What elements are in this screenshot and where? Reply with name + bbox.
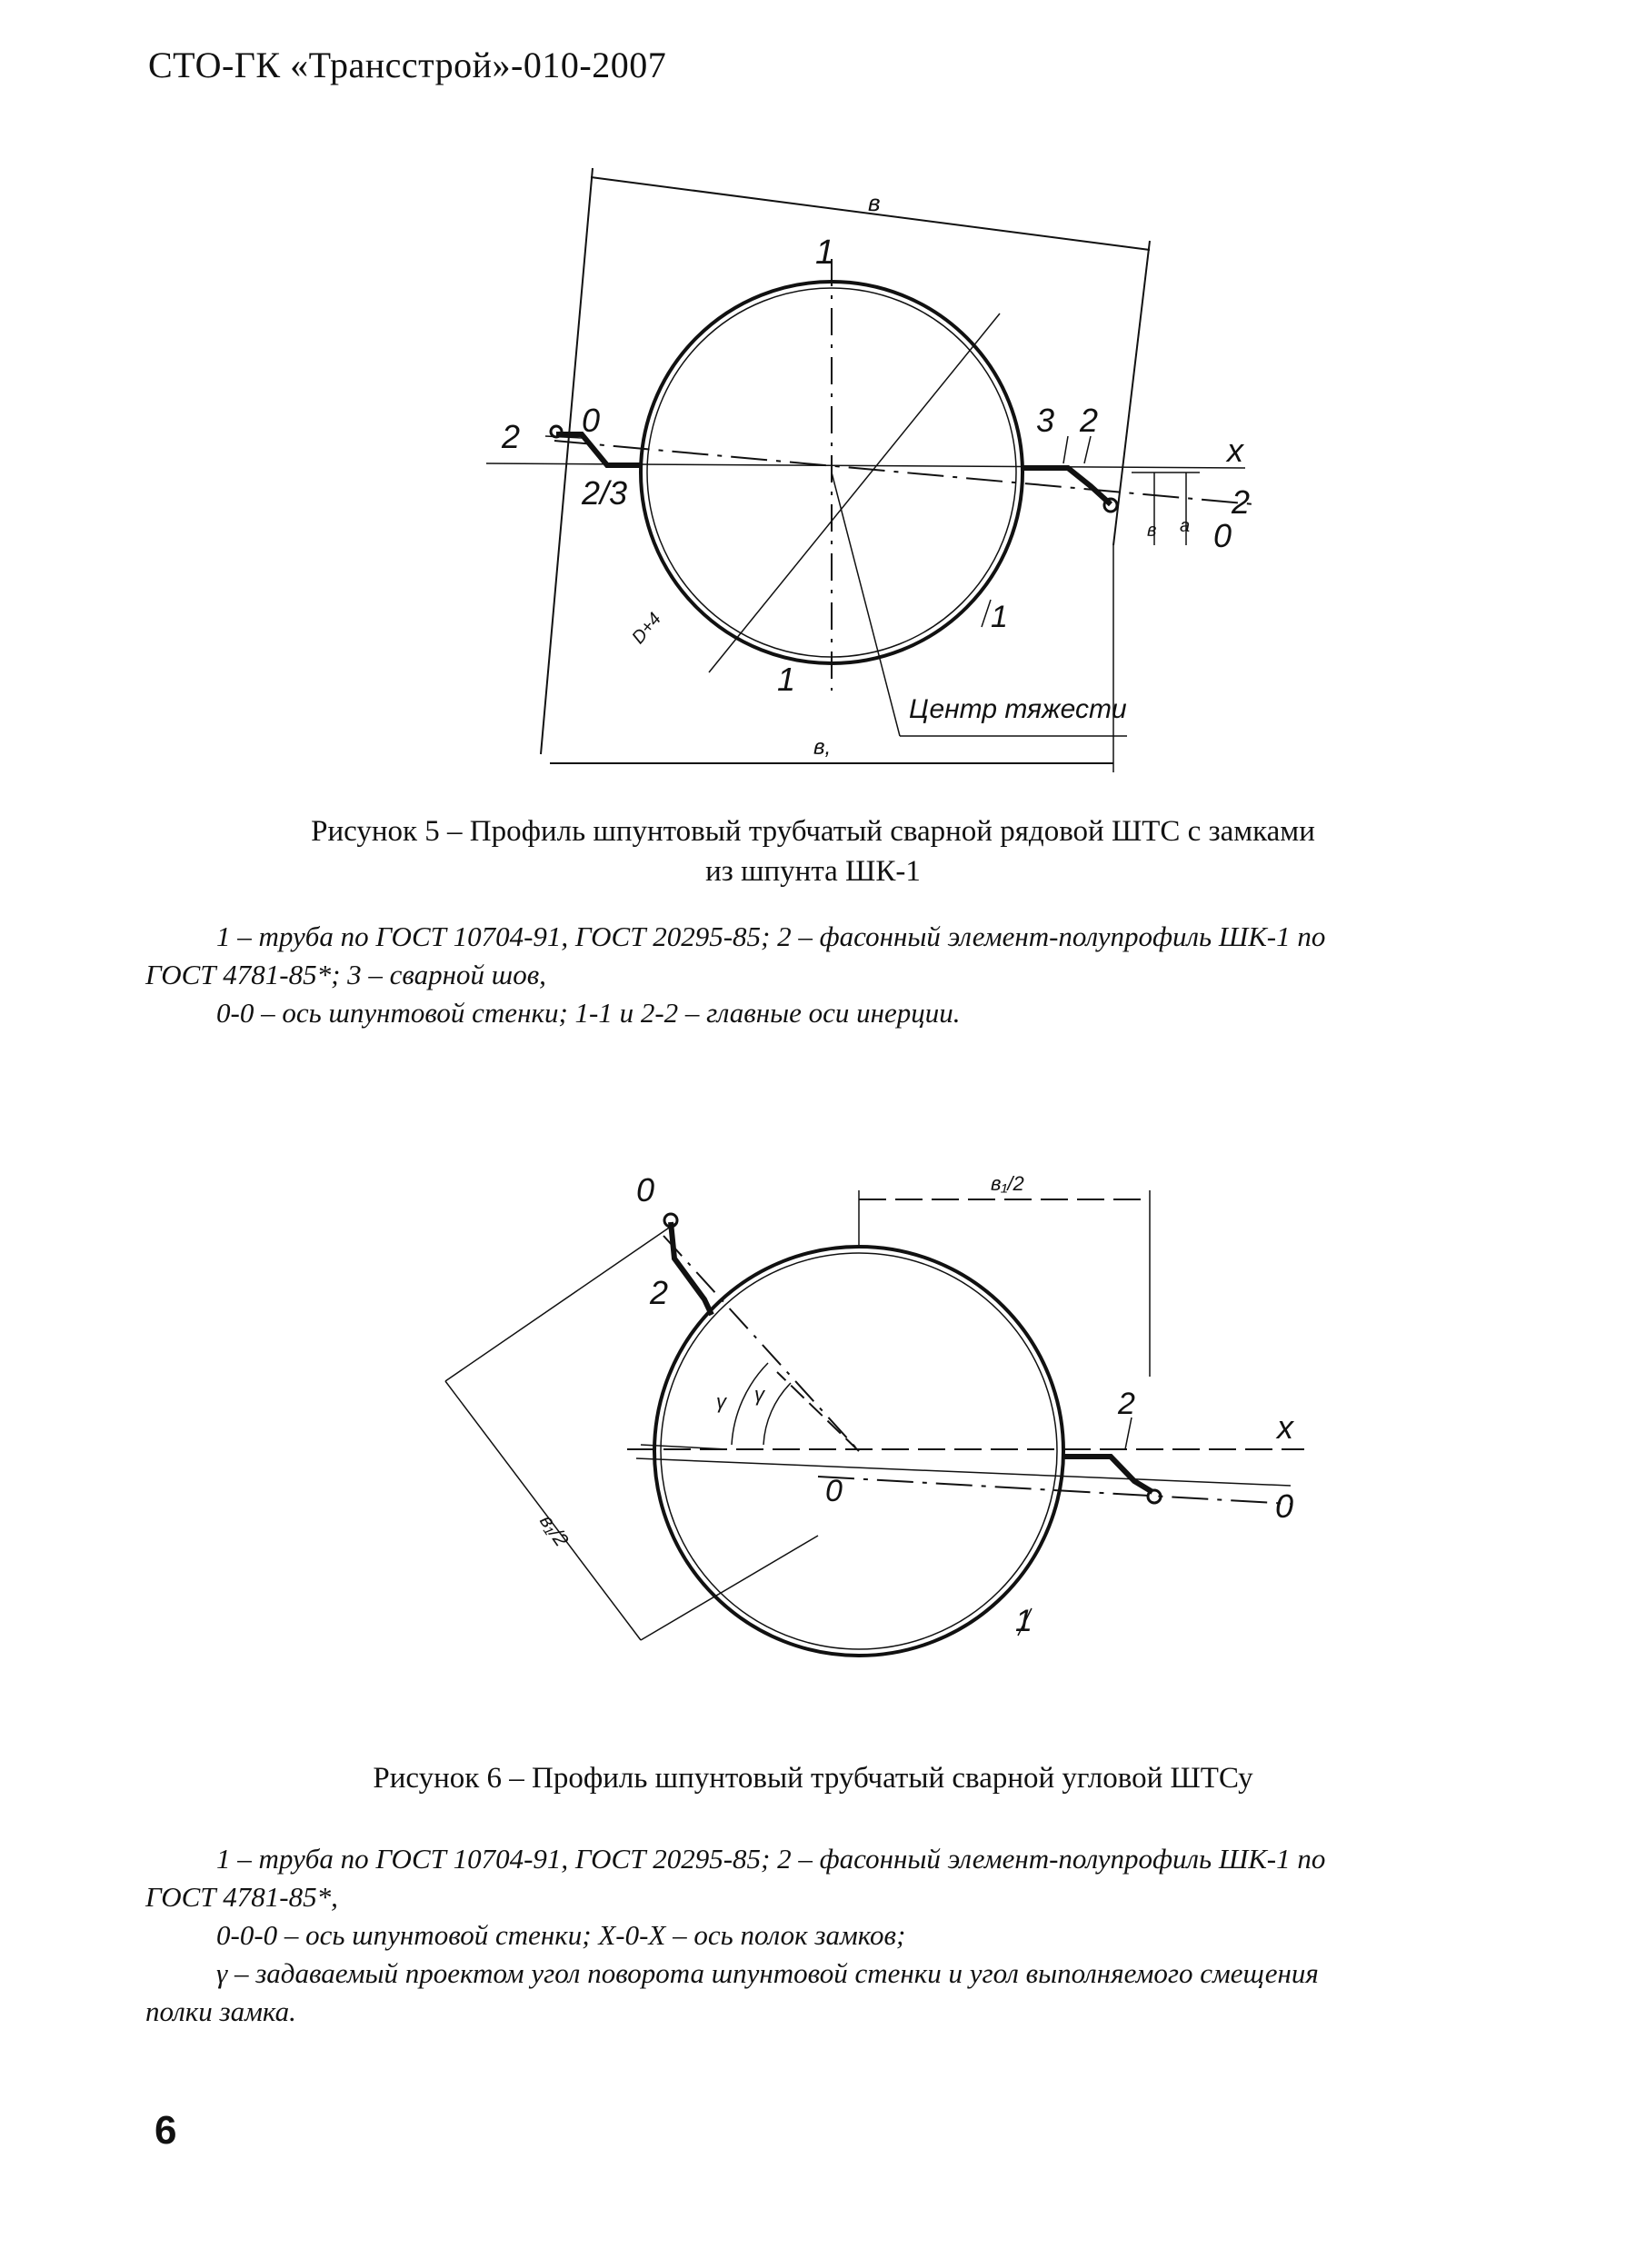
fig5-label-right-3: 3	[1036, 402, 1055, 439]
fig5-label-top-dim: в	[868, 189, 881, 216]
figure-6-legend-line2: ГОСТ 4781-85*,	[145, 1881, 338, 1913]
page-number: 6	[155, 2108, 177, 2153]
fig6-label-axis0-right: 0	[1275, 1487, 1294, 1525]
fig5-label-bottom-dim: в,	[813, 735, 832, 760]
fig5-label-axis2-left: 2	[502, 418, 521, 455]
fig5-label-pipe-1: 1	[991, 600, 1008, 634]
document-header: СТО-ГК «Трансстрой»-010-2007	[148, 45, 667, 85]
fig6-label-pipe-1: 1	[1015, 1604, 1032, 1638]
fig6-label-center-0: 0	[825, 1474, 843, 1508]
fig6-label-top-dim: в₁/2	[991, 1172, 1024, 1195]
figure-5-drawing	[0, 0, 1626, 818]
figure-6-caption: Рисунок 6 – Профиль шпунтовый трубчатый сварной угловой ШТСу	[373, 1762, 1253, 1795]
figure-5-legend-line2: ГОСТ 4781-85*; 3 – сварной шов,	[145, 959, 546, 990]
fig5-label-axis2-right: 2	[1232, 483, 1251, 521]
fig5-label-axis0-left: 0	[582, 402, 601, 439]
fig5-label-right-2: 2	[1080, 402, 1099, 439]
fig6-label-diag-dim: в₁/2	[535, 1509, 574, 1551]
fig5-label-dim-a: а	[1180, 516, 1191, 536]
fig5-label-dim-b: в	[1147, 521, 1157, 541]
fig5-label-left-23: 2/3	[582, 474, 628, 512]
fig6-label-gamma-2: γ	[754, 1383, 764, 1406]
figure-5-caption	[0, 811, 1626, 891]
figure-6-legend-line5: полки замка.	[145, 1995, 296, 2027]
figure-6-legend	[145, 1840, 1481, 2031]
fig6-label-lock2-right: 2	[1118, 1387, 1135, 1421]
figure-5-legend-line3: 0-0 – ось шпунтовой стенки; 1-1 и 2-2 – главные оси инерции.	[216, 997, 961, 1029]
figure-5-legend	[145, 918, 1481, 1032]
figure-6-legend-line1: 1 – труба по ГОСТ 10704-91, ГОСТ 20295-85; 2 – фасонный элемент-полупрофиль ШК-1 по	[216, 1843, 1326, 1875]
fig5-label-center: Центр тяжести	[909, 694, 1127, 724]
fig6-label-lock2-left: 2	[650, 1274, 669, 1311]
fig5-label-axis0-right: 0	[1213, 517, 1232, 554]
fig6-label-axis-x: x	[1277, 1408, 1293, 1446]
fig5-label-axis1-top: 1	[815, 234, 835, 272]
fig5-label-axis1-bottom: 1	[777, 661, 796, 698]
fig6-label-gamma-1: γ	[716, 1390, 726, 1413]
figure-6-legend-line3: 0-0-0 – ось шпунтовой стенки; Х-0-Х – ось полок замков;	[216, 1919, 906, 1951]
fig5-label-diam: D+4	[628, 609, 665, 648]
figure-6-drawing	[0, 1136, 1626, 1699]
figure-5-caption-line2: из шпунта ШК-1	[705, 855, 921, 888]
fig6-label-axis0-top: 0	[636, 1171, 655, 1209]
fig5-label-axis-x: x	[1227, 432, 1243, 469]
figure-5-caption-line1: Рисунок 5 – Профиль шпунтовый трубчатый сварной рядовой ШТС с замками	[311, 815, 1315, 848]
figure-5-legend-line1: 1 – труба по ГОСТ 10704-91, ГОСТ 20295-85; 2 – фасонный элемент-полупрофиль ШК-1 по	[216, 920, 1326, 952]
figure-6-legend-line4: γ – задаваемый проектом угол поворота шпунтовой стенки и угол выполняемого смещения	[216, 1957, 1319, 1989]
